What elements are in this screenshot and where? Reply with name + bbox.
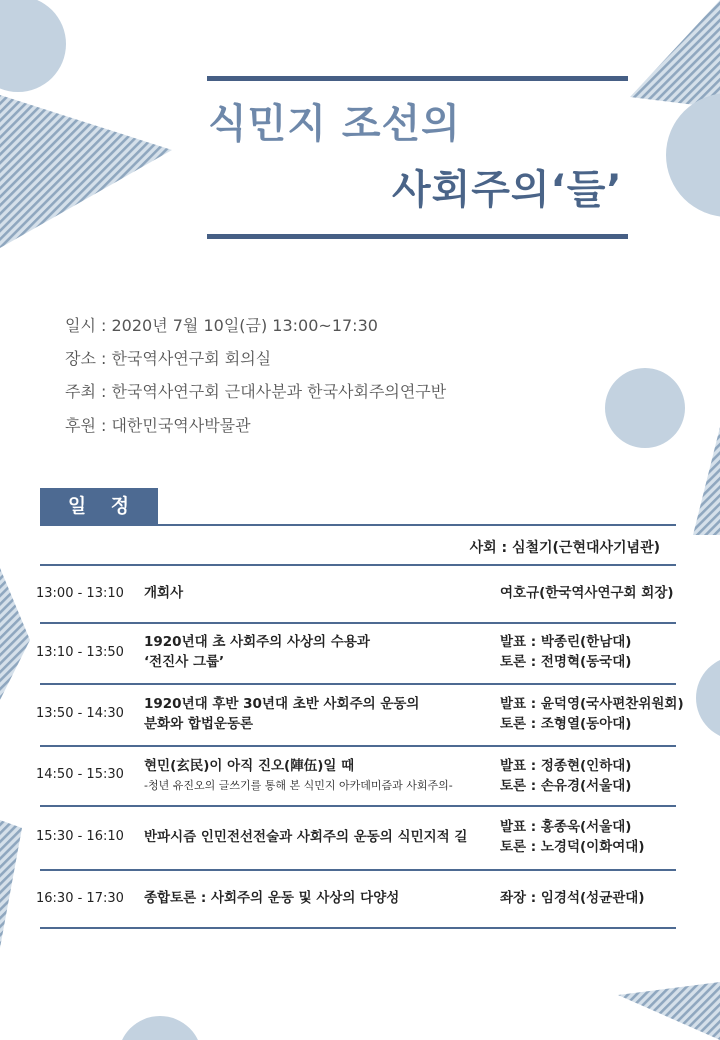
info-date: 일시 : 2020년 7월 10일(금) 13:00~17:30 <box>65 316 378 335</box>
row-person: 발표 : 홍종욱(서울대) <box>500 819 632 835</box>
row-people <box>500 817 645 857</box>
row-people <box>500 632 631 672</box>
deco-circle <box>0 0 66 92</box>
deco-hatched-triangle <box>0 568 30 700</box>
row-time: 13:50 - 14:30 <box>36 706 124 721</box>
deco-circle <box>696 656 720 740</box>
row-person: 발표 : 박종린(한남대) <box>500 634 632 650</box>
row-topic-subtitle: -청년 유진오의 글쓰기를 통해 본 식민지 아카데미즘과 사회주의- <box>144 779 453 792</box>
schedule-row <box>36 869 676 927</box>
schedule-header-rule <box>40 524 676 526</box>
row-person: 토론 : 조형열(동아대) <box>500 716 632 732</box>
info-venue: 장소 : 한국역사연구회 회의실 <box>65 349 272 368</box>
row-person: 여호규(한국역사연구회 회장) <box>500 585 674 601</box>
row-person: 발표 : 윤덕영(국사편찬위원회) <box>500 696 684 712</box>
schedule-row <box>36 564 676 622</box>
row-person: 토론 : 전명혁(동국대) <box>500 654 632 670</box>
row-people <box>500 694 684 734</box>
row-topic <box>144 632 370 672</box>
info-organizer: 주최 : 한국역사연구회 근대사분과 한국사회주의연구반 <box>65 382 447 401</box>
row-topic-line: 1920년대 후반 30년대 초반 사회주의 운동의 <box>144 696 420 712</box>
schedule-heading: 일 정 표 <box>40 488 158 524</box>
row-person: 발표 : 정종현(인하대) <box>500 758 632 774</box>
row-topic-line: 반파시즘 인민전선전술과 사회주의 운동의 식민지적 길 <box>144 829 468 845</box>
deco-hatched-triangle <box>618 982 720 1040</box>
row-time: 13:10 - 13:50 <box>36 645 124 660</box>
row-people <box>500 888 645 908</box>
deco-hatched-triangle <box>693 427 720 535</box>
row-time: 14:50 - 15:30 <box>36 767 124 782</box>
schedule-host: 사회 : 심철기(근현대사기념관) <box>469 540 660 556</box>
info-sponsor: 후원 : 대한민국역사박물관 <box>65 416 251 435</box>
row-topic-line: ‘전진사 그룹’ <box>144 654 225 670</box>
schedule-row <box>36 745 676 805</box>
title-top-rule <box>207 76 628 81</box>
row-person: 토론 : 손유경(서울대) <box>500 778 632 794</box>
row-people <box>500 583 674 603</box>
row-topic <box>144 827 467 847</box>
row-topic-line: 분화와 합법운동론 <box>144 716 254 732</box>
deco-circle <box>605 368 685 448</box>
row-time: 13:00 - 13:10 <box>36 586 124 601</box>
row-topic-line: 종합토론 : 사회주의 운동 및 사상의 다양성 <box>144 890 400 906</box>
schedule-row <box>36 622 676 683</box>
poster-title-line-1: 식민지 조선의 <box>208 101 461 147</box>
poster-title-line-2: 사회주의‘들’ <box>392 167 623 213</box>
title-bottom-rule <box>207 234 628 239</box>
deco-hatched-triangle <box>630 0 720 108</box>
deco-circle <box>118 1016 202 1040</box>
row-topic <box>144 583 183 603</box>
deco-circle <box>666 93 720 217</box>
row-topic-line: 현민(玄民)이 아직 진오(陣伍)일 때 <box>144 758 355 774</box>
deco-hatched-triangle <box>0 820 22 948</box>
schedule-row <box>36 805 676 869</box>
schedule-row <box>36 683 684 745</box>
row-people <box>500 756 631 796</box>
row-divider <box>40 927 676 929</box>
row-topic <box>144 694 419 734</box>
row-time: 15:30 - 16:10 <box>36 829 124 844</box>
row-person: 토론 : 노경덕(이화여대) <box>500 839 645 855</box>
deco-hatched-triangle <box>0 95 172 248</box>
row-person: 좌장 : 임경석(성균관대) <box>500 890 645 906</box>
row-topic-line: 개회사 <box>144 585 184 601</box>
row-topic <box>144 888 399 908</box>
row-topic-line: 1920년대 초 사회주의 사상의 수용과 <box>144 634 370 650</box>
row-topic <box>144 756 453 796</box>
row-time: 16:30 - 17:30 <box>36 891 124 906</box>
